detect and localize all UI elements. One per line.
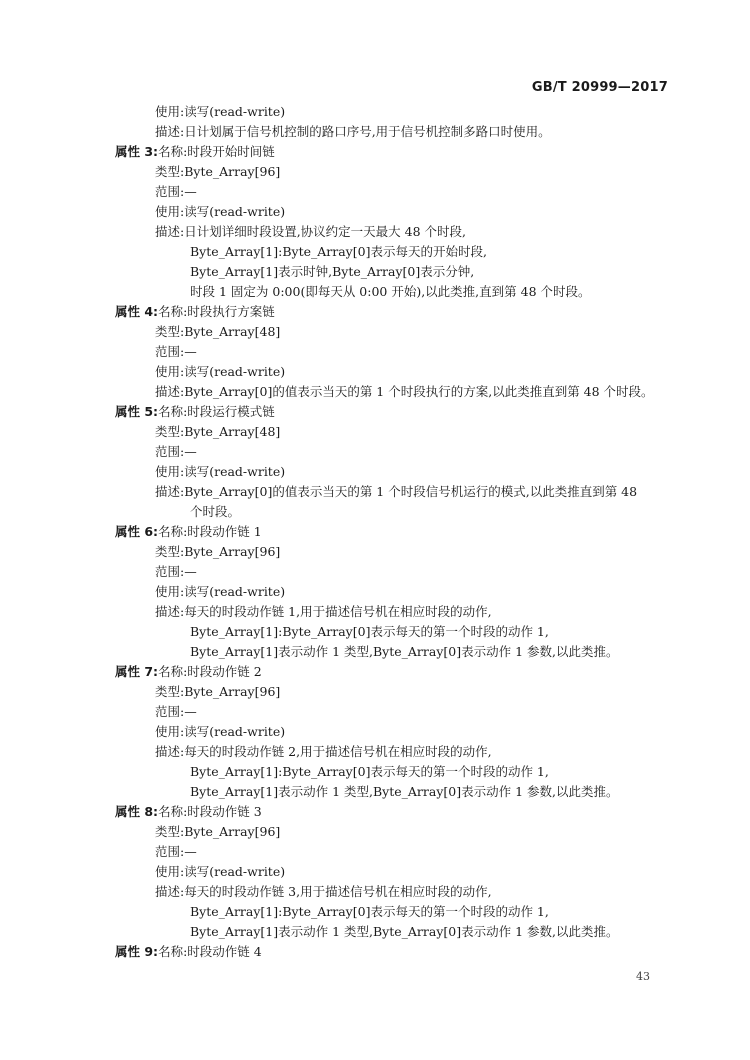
doc-line: Byte_Array[1]:Byte_Array[0]表示每天的第一个时段的动作 1,: [190, 904, 549, 919]
attribute-label: 属性 4:: [115, 304, 159, 319]
attribute-heading: [115, 144, 275, 160]
doc-line: 描述:每天的时段动作链 3,用于描述信号机在相应时段的动作,: [155, 884, 492, 899]
doc-line: 使用:读写(read-write): [155, 864, 286, 879]
attribute-label: 属性 3:: [115, 144, 159, 159]
doc-line: Byte_Array[1]表示动作 1 类型,Byte_Array[0]表示动作 1 参数,以此类推。: [190, 924, 619, 939]
doc-line: 描述:每天的时段动作链 1,用于描述信号机在相应时段的动作,: [155, 604, 492, 619]
doc-line: 类型:Byte_Array[48]: [155, 424, 281, 439]
doc-line: 使用:读写(read-write): [155, 464, 286, 479]
doc-line: Byte_Array[1]:Byte_Array[0]表示每天的第一个时段的动作 1,: [190, 624, 549, 639]
attribute-heading: [115, 524, 262, 540]
doc-line: 描述:日计划属于信号机控制的路口序号,用于信号机控制多路口时使用。: [155, 124, 551, 139]
doc-line: 描述:Byte_Array[0]的值表示当天的第 1 个时段执行的方案,以此类推直到第 48 个时段。: [155, 384, 654, 399]
attribute-label: 属性 7:: [115, 664, 159, 679]
attribute-label: 属性 6:: [115, 524, 159, 539]
attribute-heading: [115, 664, 262, 680]
doc-line: 名称:时段开始时间链: [158, 144, 275, 159]
attribute-heading: [115, 404, 275, 420]
doc-line: 范围:—: [155, 344, 197, 359]
doc-line: Byte_Array[1]:Byte_Array[0]表示每天的第一个时段的动作 1,: [190, 764, 549, 779]
doc-line: 描述:日计划详细时段设置,协议约定一天最大 48 个时段,: [155, 224, 467, 239]
doc-line: 描述:Byte_Array[0]的值表示当天的第 1 个时段信号机运行的模式,以此类推直到第 48: [155, 484, 638, 499]
doc-line: Byte_Array[1]:Byte_Array[0]表示每天的开始时段,: [190, 244, 487, 259]
doc-line: 名称:时段动作链 1: [158, 524, 262, 539]
doc-line: Byte_Array[1]表示动作 1 类型,Byte_Array[0]表示动作 1 参数,以此类推。: [190, 644, 619, 659]
doc-line: 使用:读写(read-write): [155, 724, 286, 739]
doc-line: 名称:时段执行方案链: [158, 304, 275, 319]
doc-line: 类型:Byte_Array[96]: [155, 544, 281, 559]
doc-line: 使用:读写(read-write): [155, 104, 286, 119]
doc-line: 类型:Byte_Array[96]: [155, 824, 281, 839]
doc-line: 类型:Byte_Array[96]: [155, 164, 281, 179]
doc-line: 名称:时段动作链 2: [158, 664, 262, 679]
attribute-label: 属性 5:: [115, 404, 159, 419]
doc-line: 描述:每天的时段动作链 2,用于描述信号机在相应时段的动作,: [155, 744, 492, 759]
page-number: 43: [636, 970, 650, 983]
doc-line: 名称:时段动作链 3: [158, 804, 262, 819]
doc-line: 名称:时段运行模式链: [158, 404, 275, 419]
doc-line: 时段 1 固定为 0:00(即每天从 0:00 开始),以此类推,直到第 48 个时段。: [190, 284, 591, 299]
doc-line: 范围:—: [155, 564, 197, 579]
doc-line: Byte_Array[1]表示时钟,Byte_Array[0]表示分钟,: [190, 264, 475, 279]
doc-line: Byte_Array[1]表示动作 1 类型,Byte_Array[0]表示动作 1 参数,以此类推。: [190, 784, 619, 799]
attribute-heading: [115, 944, 262, 960]
doc-line: 类型:Byte_Array[48]: [155, 324, 281, 339]
doc-line: 使用:读写(read-write): [155, 204, 286, 219]
attribute-heading: [115, 804, 262, 820]
attribute-heading: [115, 304, 275, 320]
doc-line: 名称:时段动作链 4: [158, 944, 262, 959]
doc-line: 范围:—: [155, 184, 197, 199]
attribute-label: 属性 8:: [115, 804, 159, 819]
doc-line: 类型:Byte_Array[96]: [155, 684, 281, 699]
page-header: GB/T 20999—2017: [531, 80, 668, 95]
doc-line: 个时段。: [190, 504, 241, 519]
doc-line: 范围:—: [155, 844, 197, 859]
doc-line: 范围:—: [155, 444, 197, 459]
attribute-label: 属性 9:: [115, 944, 159, 959]
doc-line: 使用:读写(read-write): [155, 364, 286, 379]
doc-line: 范围:—: [155, 704, 197, 719]
doc-line: 使用:读写(read-write): [155, 584, 286, 599]
